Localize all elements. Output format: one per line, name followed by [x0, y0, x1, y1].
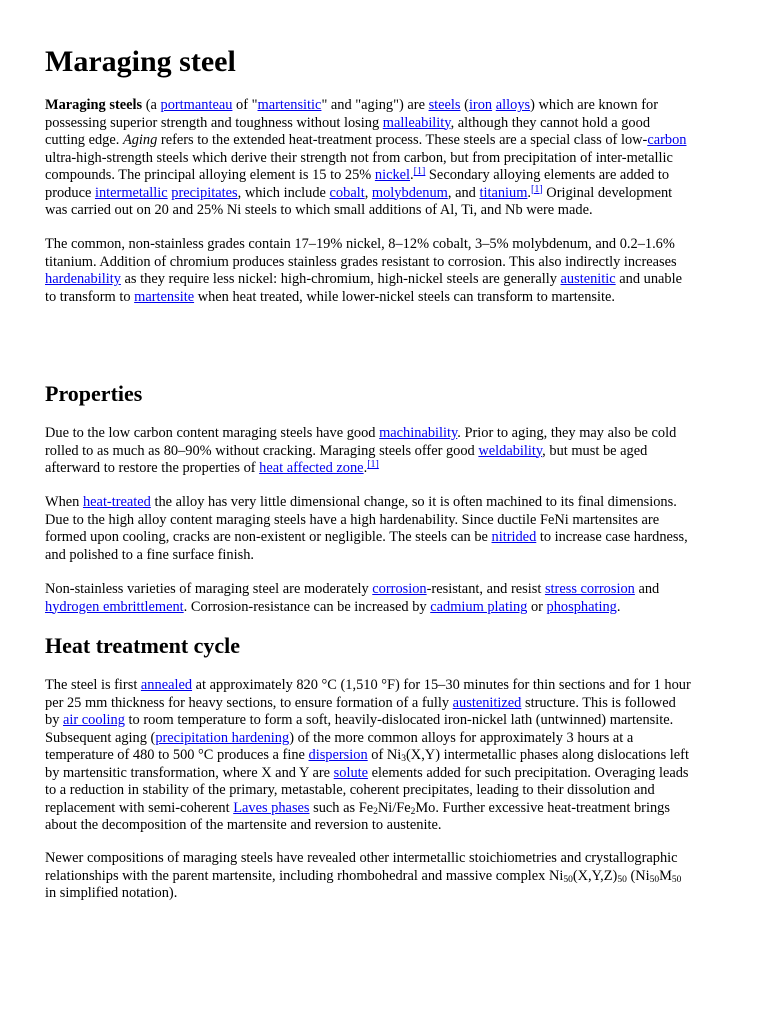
text: .	[616, 598, 621, 615]
text-line	[45, 730, 735, 748]
text-line: The common, non-stainless grades contain 17–19% nickel, 8–12% cobalt, 3–5% molybdenum, and 0.2–1.6%	[45, 236, 675, 252]
link-precipitation-hardening[interactable]: precipitation hardening	[155, 729, 290, 746]
link-machinability[interactable]: machinability	[379, 425, 458, 441]
text-line	[45, 747, 735, 765]
text: compounds. The principal alloying element is 15 to 25%	[45, 167, 375, 183]
link-annealed[interactable]: annealed	[140, 677, 193, 693]
link-heat-treated[interactable]: heat-treated	[82, 494, 151, 510]
text-line: ultra-high-strength steels which derive their strength not from carbon, but from precipitation of inter-metallic	[45, 149, 673, 166]
text: ,	[364, 184, 372, 201]
text: Subsequent aging (	[45, 729, 156, 746]
reference-link[interactable]: [1]	[413, 166, 426, 177]
text-line	[45, 581, 735, 599]
text: ) which are known for	[530, 97, 658, 113]
text: , and	[447, 184, 480, 201]
text-line	[45, 599, 735, 617]
link-malleability[interactable]: malleability	[382, 114, 451, 131]
subscript: 2	[410, 806, 416, 817]
text-line	[45, 868, 735, 886]
subscript: 50	[617, 874, 627, 885]
text-line	[45, 271, 735, 289]
text-line	[45, 712, 735, 730]
link-martensite[interactable]: martensite	[134, 288, 195, 305]
text: or	[527, 598, 547, 615]
text: to room temperature to form a soft, heavily-dislocated iron-nickel lath (untwinned) martensite.	[124, 712, 674, 728]
bold-term: Maraging steels	[45, 97, 143, 113]
text: at approximately 820 °C (1,510 °F) for 15–30 minutes for thin sections and for 1 hour	[192, 677, 691, 693]
text-line	[45, 425, 735, 443]
text: such as Fe	[309, 799, 374, 816]
text-line	[45, 132, 735, 150]
text: when heat treated, while lower-nickel steels can transform to martensite.	[194, 288, 615, 305]
subscript: 3	[401, 754, 407, 764]
text-line	[45, 765, 735, 783]
common-grades-paragraph	[45, 236, 735, 306]
link-carbon[interactable]: carbon	[647, 132, 687, 148]
link-cadmium-plating[interactable]: cadmium plating	[430, 598, 528, 615]
text: elements added for such precipitation. Overaging leads	[368, 764, 689, 781]
text-line	[45, 460, 735, 478]
text: .	[527, 184, 532, 201]
text: formed upon cooling, cracks are non-existent or negligible. The steels can be	[45, 529, 492, 545]
link-weldability[interactable]: weldability	[478, 442, 543, 459]
text: ) of the more common alloys for approximately 3 hours at a	[289, 729, 634, 746]
text: The steel is first	[45, 677, 141, 693]
link-nitrided[interactable]: nitrided	[491, 529, 537, 545]
link-intermetallic[interactable]: intermetallic	[94, 184, 168, 201]
link-portmanteau[interactable]: portmanteau	[160, 97, 233, 113]
text: of "	[232, 97, 258, 113]
text-line	[45, 185, 735, 203]
properties-paragraph-3	[45, 581, 735, 616]
link-cobalt[interactable]: cobalt	[329, 184, 365, 201]
link-precipitates[interactable]: precipitates	[171, 184, 238, 201]
link-austenitized[interactable]: austenitized	[452, 694, 522, 711]
link-austenitic[interactable]: austenitic	[560, 271, 616, 287]
text: the alloy has very little dimensional change, so it is often machined to its final dimensions.	[150, 494, 677, 510]
text: relationships with the parent martensite, including rhombohedral and massive complex Ni	[45, 867, 564, 884]
text-line	[45, 167, 735, 185]
subscript: 50	[563, 874, 573, 885]
text: , although they cannot hold a good	[450, 114, 651, 131]
text-line	[45, 677, 735, 695]
text-line: titanium. Addition of chromium produces stainless grades resistant to corrosion. This also indirectly increases	[45, 253, 677, 270]
text: of Ni	[367, 747, 402, 763]
text-line: to a reduction in stability of the primary, metastable, coherent precipitates, leading to their dissolution and	[45, 782, 655, 798]
text: replacement with semi-coherent	[45, 799, 234, 816]
link-nickel[interactable]: nickel	[374, 167, 411, 183]
text: " and "aging") are	[321, 97, 429, 113]
text-line	[45, 443, 735, 461]
link-phosphating[interactable]: phosphating	[546, 598, 617, 615]
text: possessing superior strength and toughness without losing	[45, 114, 383, 131]
link-corrosion[interactable]: corrosion	[372, 581, 427, 597]
text-line	[45, 494, 735, 512]
link-laves-phases[interactable]: Laves phases	[233, 799, 310, 816]
text: M	[659, 867, 672, 884]
text: Ni/Fe	[377, 799, 411, 816]
link-dispersion[interactable]: dispersion	[308, 747, 368, 763]
link-air-cooling[interactable]: air cooling	[63, 712, 125, 728]
text: temperature of 480 to 500 °C produces a fine	[45, 747, 309, 763]
link-hydrogen-embrittlement[interactable]: hydrogen embrittlement	[45, 598, 184, 615]
text: per 25 mm thickness for heavy sections, to ensure formation of a fully	[45, 694, 453, 711]
text: structure. This is followed	[521, 694, 676, 711]
text-line: was carried out on 20 and 25% Ni steels to which small additions of Al, Ti, and Nb were made.	[45, 202, 593, 218]
link-stress-corrosion[interactable]: stress corrosion	[544, 581, 635, 597]
text: to transform to	[45, 288, 135, 305]
text: . Corrosion-resistance can be increased by	[183, 598, 431, 615]
text: .	[363, 460, 368, 476]
reference-link[interactable]: [1]	[531, 183, 543, 195]
page-title: Maraging steel	[45, 45, 236, 78]
text: cutting edge.	[45, 132, 123, 148]
text: and unable	[615, 271, 683, 287]
subscript: 50	[649, 874, 660, 885]
text: When	[45, 494, 83, 510]
link-hardenability[interactable]: hardenability	[45, 271, 121, 287]
text: afterward to restore the properties of	[45, 460, 260, 476]
intro-paragraph	[45, 97, 735, 220]
text: Non-stainless varieties of maraging steel are moderately	[45, 581, 373, 597]
text: as they require less nickel: high-chromium, high-nickel steels are generally	[120, 271, 561, 287]
text-line: Newer compositions of maraging steels have revealed other intermetallic stoichiometries and crystallographic	[45, 850, 678, 866]
properties-paragraph-2	[45, 494, 735, 564]
text-line: Due to the high alloy content maraging steels have a high hardenability. Since ductile FeNi martensites are	[45, 511, 660, 528]
text: -resistant, and resist	[426, 581, 545, 597]
text: .	[410, 167, 414, 183]
text-line: and polished to a fine surface finish.	[45, 546, 255, 563]
text: (X,Y) intermetallic phases along dislocations left	[406, 747, 689, 763]
text-line	[45, 800, 735, 818]
text-line	[45, 289, 735, 307]
subscript: 2	[373, 806, 378, 817]
reference-link[interactable]: [1]	[367, 459, 379, 470]
link-steels[interactable]: steels	[428, 97, 461, 113]
text: to increase case hardness,	[536, 529, 688, 545]
text: . Prior to aging, they may also be cold	[457, 425, 677, 441]
text: by	[45, 712, 63, 728]
text: (a	[142, 97, 161, 113]
text: Secondary alloying elements are added to	[425, 167, 670, 183]
text: Mo. Further excessive heat-treatment brings	[415, 799, 670, 816]
text: Original development	[542, 184, 673, 201]
link-iron[interactable]: iron	[468, 97, 493, 113]
text-line	[45, 97, 735, 115]
link-alloys[interactable]: alloys	[495, 97, 531, 113]
text-line	[45, 529, 735, 547]
subscript: 50	[671, 874, 682, 885]
text: (X,Y,Z)	[572, 867, 618, 884]
text: rolled to as much as 80–90% without cracking. Maraging steels offer good	[45, 442, 479, 459]
properties-paragraph-1	[45, 425, 735, 478]
text: , which include	[237, 184, 330, 201]
section-heading-heat-treatment: Heat treatment cycle	[45, 633, 241, 658]
text: refers to the extended heat-treatment process. These steels are a special class of low-	[157, 132, 648, 148]
text: by martensitic transformation, where X and Y are	[45, 764, 334, 781]
text: and	[634, 581, 660, 597]
italic-term: Aging	[122, 132, 158, 148]
text-line: about the decomposition of the martensite and reversion to austenite.	[45, 817, 442, 833]
link-heat-affected-zone[interactable]: heat affected zone	[259, 460, 364, 476]
text: produce	[45, 184, 95, 201]
link-martensitic[interactable]: martensitic	[257, 97, 322, 113]
link-titanium[interactable]: titanium	[479, 184, 528, 201]
text: (	[460, 97, 469, 113]
text: , but must be aged	[542, 442, 648, 459]
heat-treatment-paragraph-2	[45, 850, 735, 903]
text-line	[45, 115, 735, 133]
text-line: in simplified notation).	[45, 885, 178, 901]
link-molybdenum[interactable]: molybdenum	[371, 184, 448, 201]
text-line	[45, 695, 735, 713]
section-heading-properties: Properties	[45, 381, 143, 406]
text: (Ni	[626, 867, 650, 884]
text: Due to the low carbon content maraging steels have good	[45, 425, 380, 441]
link-solute[interactable]: solute	[333, 764, 369, 781]
heat-treatment-paragraph-1	[45, 677, 735, 835]
